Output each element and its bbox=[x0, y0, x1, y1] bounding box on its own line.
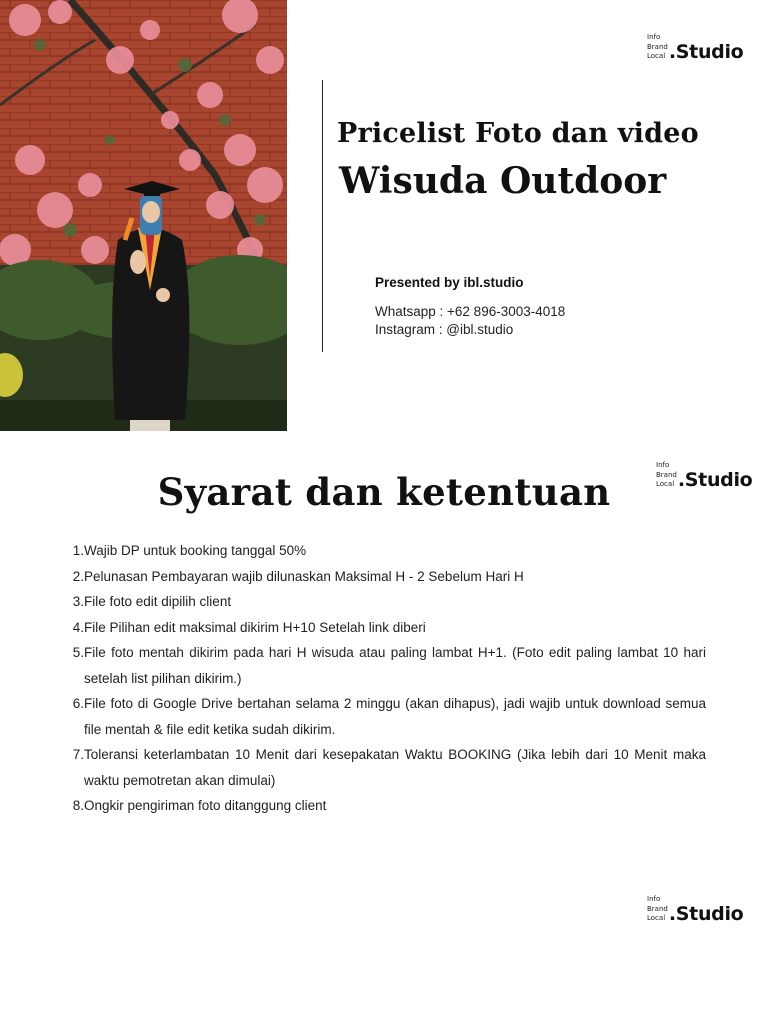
logo-word: Brand bbox=[656, 470, 677, 479]
vertical-divider bbox=[322, 80, 323, 352]
logo-name: .Studio bbox=[668, 902, 744, 925]
logo-name: .Studio bbox=[677, 468, 753, 491]
logo-word: Info bbox=[647, 895, 661, 903]
terms-heading: Syarat dan ketentuan bbox=[157, 470, 611, 514]
instagram-contact: Instagram : @ibl.studio bbox=[375, 322, 514, 337]
item-text: Ongkir pengiriman foto ditanggung client bbox=[84, 798, 327, 813]
list-item bbox=[68, 793, 706, 819]
item-text: File Pilihan edit maksimal dikirim H+10 Setelah link diberi bbox=[84, 619, 426, 635]
list-item bbox=[68, 742, 706, 793]
list-item bbox=[68, 691, 706, 742]
item-number: 8. bbox=[72, 798, 84, 813]
item-number: 3. bbox=[72, 594, 84, 609]
item-number: 2. bbox=[72, 568, 84, 584]
logo-name: .Studio bbox=[668, 40, 744, 63]
event-title: Wisuda Outdoor bbox=[339, 160, 667, 202]
list-item bbox=[68, 640, 706, 691]
logo-word: Local bbox=[656, 480, 675, 488]
graduation-photo bbox=[0, 0, 287, 431]
logo-word: Local bbox=[647, 914, 666, 922]
item-text: File foto mentah dikirim pada hari H wisuda atau paling lambat H+1. (Foto edit paling lambat 10 hari setelah list pilihan dikirim.) bbox=[84, 645, 706, 686]
item-number: 5. bbox=[72, 645, 84, 660]
item-number: 4. bbox=[72, 619, 84, 635]
item-text: File foto di Google Drive bertahan selama 2 minggu (akan dihapus), jadi wajib untuk download semua file mentah & file edit ketika sudah dikirim. bbox=[84, 696, 706, 737]
studio-logo bbox=[647, 33, 743, 62]
terms-list bbox=[68, 538, 706, 819]
item-number: 7. bbox=[72, 747, 84, 762]
logo-word: Info bbox=[647, 33, 661, 41]
item-text: Wajib DP untuk booking tanggal 50% bbox=[84, 543, 307, 558]
item-number: 1. bbox=[72, 543, 84, 558]
list-item bbox=[68, 589, 706, 615]
list-item bbox=[68, 615, 706, 641]
item-text: Pelunasan Pembayaran wajib dilunaskan Maksimal H - 2 Sebelum Hari H bbox=[84, 568, 524, 584]
item-number: 6. bbox=[72, 696, 84, 711]
list-item bbox=[68, 538, 706, 564]
whatsapp-contact: Whatsapp : +62 896-3003-4018 bbox=[375, 304, 566, 319]
studio-logo bbox=[647, 895, 743, 924]
pricelist-title: Pricelist Foto dan video bbox=[337, 118, 699, 149]
logo-word: Info bbox=[656, 461, 670, 469]
item-text: Toleransi keterlambatan 10 Menit dari kesepakatan Waktu BOOKING (Jika lebih dari 10 Menit maka waktu pemotretan akan dimulai) bbox=[84, 747, 706, 788]
list-item bbox=[68, 564, 706, 590]
presented-by: Presented by ibl.studio bbox=[375, 275, 524, 290]
logo-word: Brand bbox=[647, 42, 668, 51]
logo-word: Local bbox=[647, 52, 666, 60]
logo-word: Brand bbox=[647, 904, 668, 913]
item-text: File foto edit dipilih client bbox=[84, 594, 232, 609]
